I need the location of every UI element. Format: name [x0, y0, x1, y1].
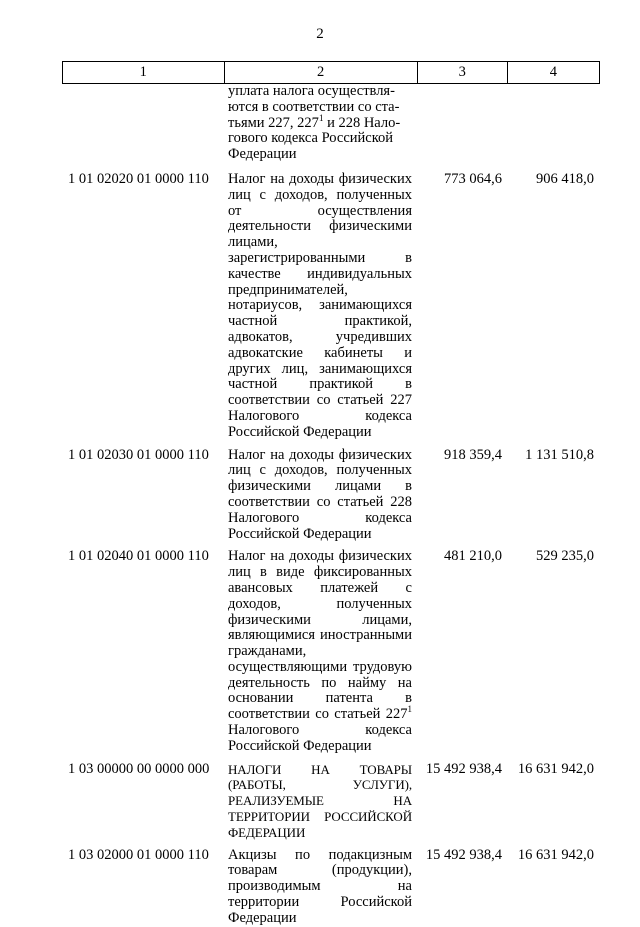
row-value-col4	[508, 84, 600, 163]
row-code: 1 03 00000 00 0000 000	[68, 760, 210, 777]
table-row	[62, 848, 600, 927]
table-row	[62, 762, 600, 841]
continuation-line: гового кодекса Российской	[228, 130, 394, 147]
footnote-superscript: 1	[318, 112, 324, 123]
row-name: Акцизы по подакцизным товарам (продукции), производимым на территории Российской Федерации	[228, 846, 412, 926]
row-value-col3: 773 064,6	[444, 170, 502, 187]
row-name	[224, 84, 418, 163]
row-value-col3: 15 492 938,4	[425, 846, 502, 863]
continuation-line	[228, 112, 412, 132]
row-code	[62, 84, 224, 163]
continuation-line: Федерации	[228, 146, 297, 163]
row-name: НАЛОГИ НА ТОВАРЫ (РАБОТЫ, УСЛУГИ), РЕАЛИЗУЕМЫЕ НА ТЕРРИТОРИИ РОССИЙСКОЙ ФЕДЕРАЦИИ	[228, 761, 412, 840]
header-col-3: 3	[417, 62, 507, 83]
row-value-col4: 16 631 942,0	[517, 846, 594, 863]
row-value-col3: 481 210,0	[444, 548, 502, 565]
table-row	[62, 549, 600, 754]
continuation-text: и 228 Нало-	[323, 114, 401, 131]
table-row-continuation	[62, 84, 600, 163]
row-code: 1 01 02040 01 0000 110	[68, 548, 209, 565]
budget-table	[62, 61, 600, 927]
row-value-col3: 15 492 938,4	[425, 760, 502, 777]
continuation-line: уплата налога осуществля-	[228, 83, 395, 99]
row-name: Налог на доходы физических лиц с доходов, полученных физическими лицами в соответствии со статьей 228 Налогового кодекса Российской Федерации	[228, 446, 412, 542]
row-value-col3	[418, 84, 508, 163]
header-col-1: 1	[139, 64, 147, 80]
table-row	[62, 172, 600, 441]
row-code: 1 01 02020 01 0000 110	[68, 170, 209, 187]
row-name-text: Налогового кодекса Российской Федерации	[228, 722, 412, 754]
row-name	[224, 549, 418, 754]
continuation-line: ются в соответствии со ста-	[228, 98, 400, 115]
row-name-text: Налог на доходы физических лиц в виде фиксированных авансовых платежей с доходов, полученных физическими лицами, являющимися иностранными гражданами, осуществляющими трудовую деятельность по найму на основании патента в соответствии со статьей 227	[228, 548, 412, 723]
header-col-4: 4	[507, 62, 599, 83]
continuation-text: тьями 227, 227	[228, 114, 319, 131]
row-code: 1 01 02030 01 0000 110	[68, 446, 209, 463]
row-code: 1 03 02000 01 0000 110	[68, 846, 209, 863]
row-value-col4: 16 631 942,0	[517, 760, 594, 777]
table-header	[62, 61, 600, 84]
row-value-col3: 918 359,4	[444, 446, 502, 463]
table-row	[62, 448, 600, 543]
row-name: Налог на доходы физических лиц с доходов, полученных от осуществления деятельности физическими лицами, зарегистрированными в качестве индивидуальных предпринимателей, нотариусов, занимающихся частной практикой, адвокатов, учредивших адвокатские кабинеты и других лиц, занимающихся частной практикой в соответствии со статьей 227 Налогового кодекса Российской Федерации	[228, 170, 412, 440]
header-col-2: 2	[224, 62, 417, 83]
row-value-col4: 906 418,0	[536, 170, 594, 187]
row-value-col4: 1 131 510,8	[525, 446, 594, 463]
footnote-superscript: 1	[407, 704, 412, 715]
row-value-col4: 529 235,0	[536, 548, 594, 565]
page-number: 2	[316, 26, 324, 42]
